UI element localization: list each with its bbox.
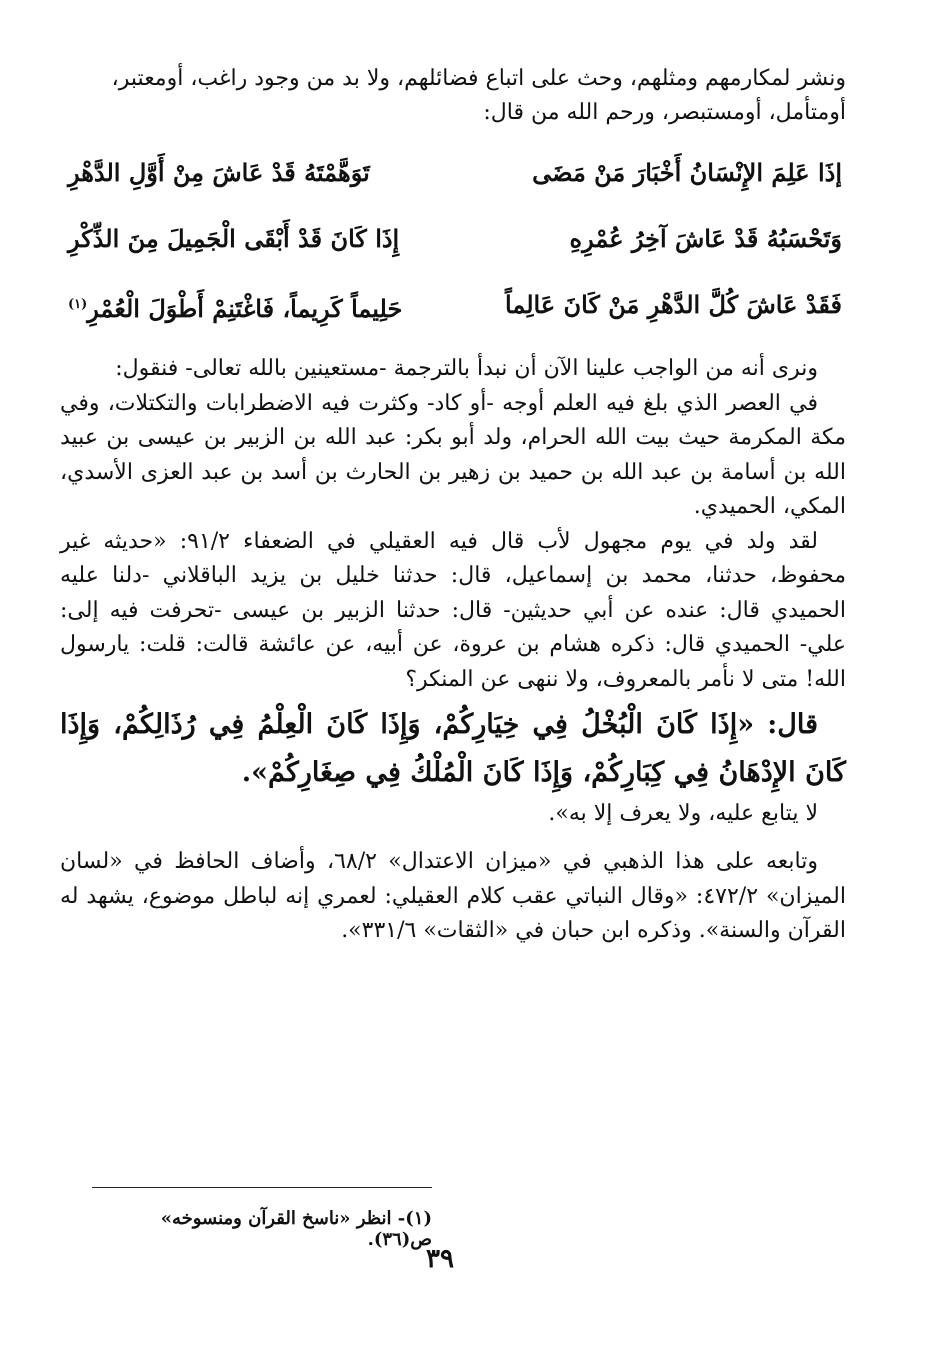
verse-2-second-hemistich: إِذَا كَانَ قَدْ أَبْقَى الْجَمِيلَ مِنَ الذِّكْرِ xyxy=(68,224,400,253)
hadith-text: قال: «إِذَا كَانَ الْبُخْلُ فِي خِيَارِكُمْ، وَإِذَا كَانَ الْعِلْمُ فِي رُذَالِكُمْ، وَإِذَا كَانَ الإِدْهَانُ فِي كِبَارِكُمْ، وَإِذَا كَانَ الْمُلْكُ فِي صِغَارِكُمْ». xyxy=(60,709,846,788)
intro-line-2: أومتأمل، أومستبصر، ورحم الله من قال: xyxy=(483,100,846,125)
footnote: (١)- انظر «ناسخ القرآن ومنسوخه» ص(٣٦). xyxy=(160,1208,432,1250)
paragraph-birth-lineage: في العصر الذي بلغ فيه العلم أوجه -أو كاد- وكثرت فيه الاضطرابات والتكتلات، وفي مكة المكرمة حيث بيت الله الحرام، ولد أبو بكر: عبد الله بن الزبير بن عيسى بن عبيد الله بن أسامة بن عبد الله بن حميد بن زهير بن الحارث بن أسد بن عبد العزى الأسدي، المكي، الحميدي. xyxy=(60,390,846,519)
paragraph-dhahabi-followup: وتابعه على هذا الذهبي في «ميزان الاعتدال» ٦٨/٢، وأضاف الحافظ في «لسان الميزان» ٤٧٢/٢: «وقال النباتي عقب كلام العقيلي: لعمري إنه لباطل موضوع، يشهد له القرآن والسنة». وذكره ابن حبان في «الثقات» ٣٣١/٦». xyxy=(60,849,846,943)
verse-2-first-hemistich: وَتَحْسَبُهُ قَدْ عَاشَ آخِرُ عُمْرِهِ xyxy=(569,224,842,253)
poem xyxy=(60,140,846,338)
intro-line-1: ونشر لمكارمهم ومثلهم، وحث على اتباع فضائلهم، ولا بد من وجود راغب، أومعتبر، xyxy=(111,66,846,91)
footnote-marker: (١) xyxy=(68,297,88,312)
verse-2 xyxy=(60,206,846,272)
hadith-note: لا يتابع عليه، ولا يعرف إلا به». xyxy=(548,801,818,826)
verse-3-text: حَلِيماً كَرِيماً، فَاغْتَنِمْ أَطْوَلَ الْعُمْرِ xyxy=(87,294,403,323)
footnote-divider xyxy=(92,1187,432,1188)
verse-1-second-hemistich: تَوَهَّمْتَهُ قَدْ عَاشَ مِنْ أَوَّلِ الدَّهْرِ xyxy=(68,158,370,187)
page-number: ٣٩ xyxy=(426,1244,454,1274)
paragraph-translation-start: ونرى أنه من الواجب علينا الآن أن نبدأ بالترجمة -مستعينين بالله تعالى- فنقول: xyxy=(115,356,818,381)
document-page xyxy=(60,62,846,1322)
verse-3-first-hemistich: فَقَدْ عَاشَ كُلَّ الدَّهْرِ مَنْ كَانَ عَالِماً xyxy=(505,290,842,319)
verse-3-second-hemistich xyxy=(68,272,402,338)
verse-3 xyxy=(60,272,846,338)
verse-1 xyxy=(60,140,846,206)
paragraph-father-narration: لقد ولد في يوم مجهول لأب قال فيه العقيلي في الضعفاء ٩١/٢: «حديثه غير محفوظ، حدثنا، محمد بن إسماعيل، قال: حدثنا خليل بن يزيد الباقلاني -دلنا عليه الحميدي قال: عنده عن أبي حديثين- قال: حدثنا الزبير بن عيسى -تحرفت فيه إلى: علي- الحميدي قال: ذكره هشام بن عروة، عن أبيه، عن عائشة قالت: قلت: يارسول الله! متى لا نأمر بالمعروف، ولا ننهى عن المنكر؟ xyxy=(60,528,846,692)
verse-1-first-hemistich: إذَا عَلِمَ الإِنْسَانُ أَخْبَارَ مَنْ مَضَى xyxy=(532,158,842,187)
